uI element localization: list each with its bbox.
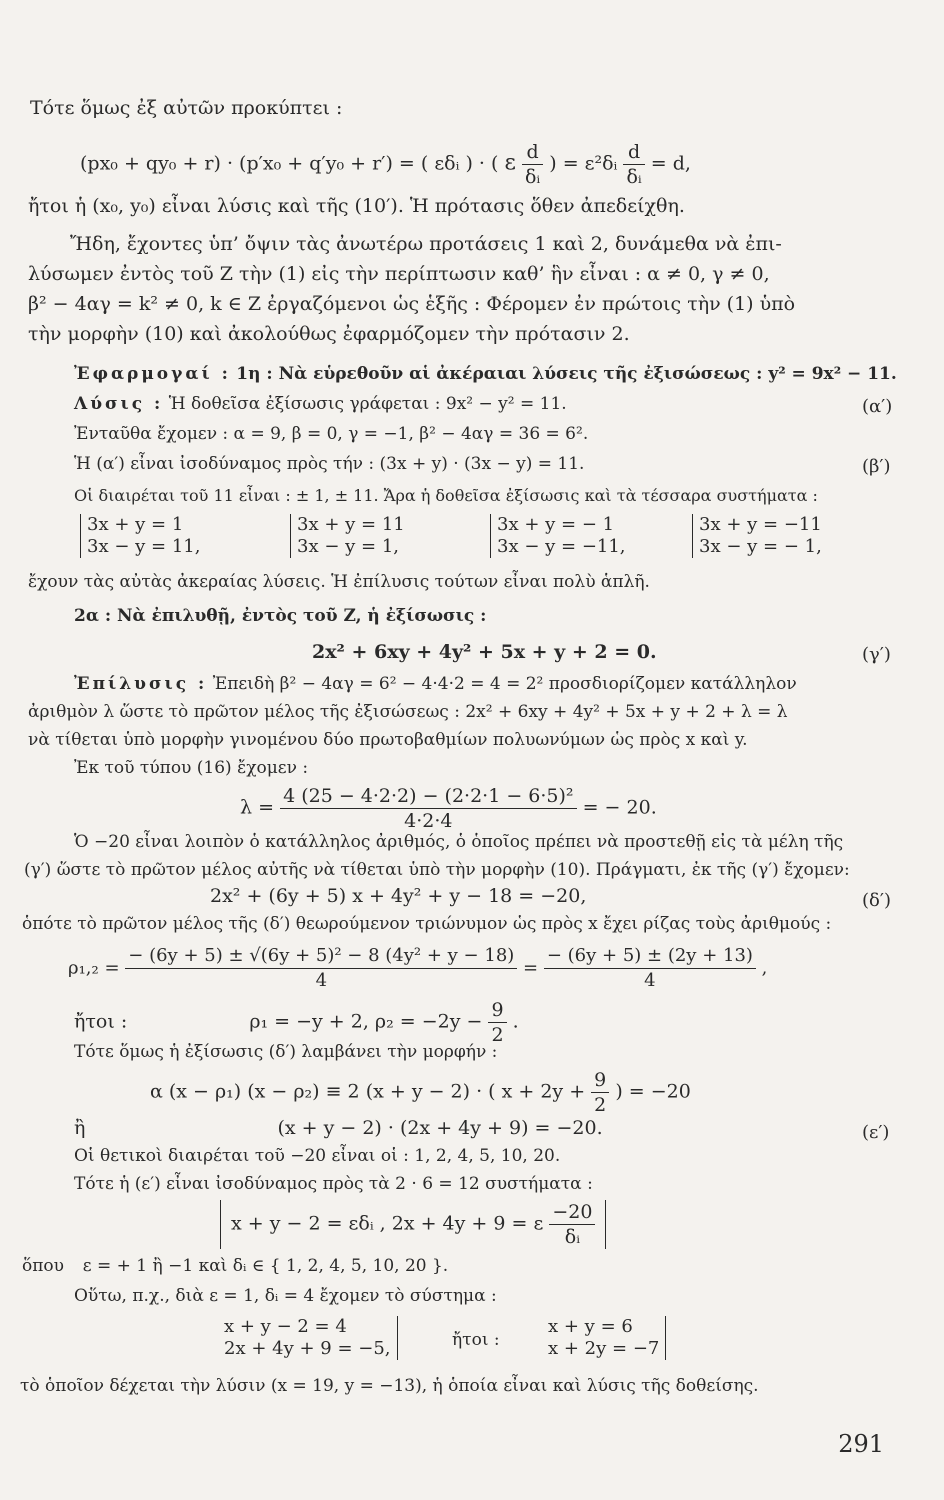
fraction: $\frac{- (6y + 5) \pm (2y + 13)}{4}$: [544, 944, 756, 993]
system: 3x + y = 11 3x − y = 1,: [290, 514, 405, 558]
text-line: Ἐπίλυσις : Ἐπειδὴ β² − 4αγ = 6² − 4·4·2 = 4 = 2² προσδιορίζομεν κατάλληλον: [74, 674, 797, 694]
text-line: ὅπου ε = + 1 ἢ −1 καὶ δᵢ ∈ { 1, 2, 4, 5, 10, 20 }.: [22, 1256, 449, 1276]
equation-line: ρ₁,₂ = $\frac{\text{− (6y + 5) ± √(6y + 5)² − 8 (4y² + y − 18)}}{4}$ = $\frac{- (6y + 5) \pm (2y + 13)}{4}$ ,: [68, 945, 768, 991]
fraction: $\frac{9}{2}$: [591, 1068, 609, 1117]
system: 3x + y = − 1 3x − y = −11,: [490, 514, 626, 558]
equation-number: (ε′): [862, 1122, 890, 1143]
equation-line: ἢ (x + y − 2) · (2x + 4y + 9) = −20.: [74, 1117, 603, 1139]
equation-number: (δ′): [862, 890, 891, 911]
equation-line: 2x² + (6y + 5) x + 4y² + y − 18 = −20,: [210, 885, 587, 907]
equation-line: (px₀ + qy₀ + r) · (p′x₀ + q′y₀ + r′) = ( εδᵢ ) · ( ε $\frac{d}{\text{δᵢ}}$ ) = ε²δᵢ $\frac{d}{\text{δᵢ}}$ = d,: [80, 141, 691, 188]
text-line: Τότε ὅμως ἡ ἐξίσωσις (δ′) λαμβάνει τὴν μορφήν :: [74, 1042, 498, 1062]
text-line: Οἱ διαιρέται τοῦ 11 εἶναι : ± 1, ± 11. Ἄρα ἡ δοθεῖσα ἐξίσωσις καὶ τὰ τέσσαρα συστήματα :: [74, 486, 818, 505]
text-line: Λύσις : Ἡ δοθεῖσα ἐξίσωσις γράφεται : 9x² − y² = 11.: [74, 394, 567, 414]
text-line: β² − 4αγ = k² ≠ 0, k ∈ Z ἐργαζόμενοι ὡς ἑξῆς : Φέρομεν ἐν πρώτοις τὴν (1) ὑπὸ: [28, 293, 796, 315]
text-line: (γ′) ὥστε τὸ πρῶτον μέλος αὐτῆς νὰ τίθεται ὑπὸ τὴν μορφὴν (10). Πράγματι, ἐκ τῆς (γ′) ἔχομεν:: [24, 860, 850, 880]
equation-line: α (x − ρ₁) (x − ρ₂) ≡ 2 (x + y − 2) · ( x + 2y + $\frac{9}{2}$ ) = −20: [150, 1069, 691, 1116]
system: x + y − 2 = 4 2x + 4y + 9 = −5,: [224, 1316, 398, 1360]
text-line: Ἐκ τοῦ τύπου (16) ἔχομεν :: [74, 758, 309, 778]
text-line: ἔχουν τὰς αὐτὰς ἀκεραίας λύσεις. Ἡ ἐπίλυσις τούτων εἶναι πολὺ ἁπλῆ.: [28, 572, 650, 592]
equation-line: λ = $\frac{\text{4 (25 − 4·2·2) − (2·2·1 − 6·5)²}}{4\cdot 2\cdot 4}$ = − 20.: [240, 785, 657, 832]
text-line: τὸ ὁποῖον δέχεται τὴν λύσιν (x = 19, y = −13), ἡ ὁποία εἶναι καὶ λύσις τῆς δοθείσης.: [20, 1376, 759, 1396]
text-line: ἤτοι :: [452, 1330, 500, 1350]
text-line: ἀριθμὸν λ ὥστε τὸ πρῶτον μέλος τῆς ἐξισώσεως : 2x² + 6xy + 4y² + 5x + y + 2 + λ = λ: [28, 702, 788, 722]
equation-set: x + y − 2 = εδᵢ , 2x + 4y + 9 = ε $\frac{-20}{\text{δᵢ}}$: [220, 1200, 606, 1249]
text-line: Τότε ἡ (ε′) εἶναι ἰσοδύναμος πρὸς τὰ 2 · 6 = 12 συστήματα :: [74, 1174, 593, 1194]
equation-number: (β′): [862, 456, 891, 477]
text-line: Οὕτω, π.χ., διὰ ε = 1, δᵢ = 4 ἔχομεν τὸ σύστημα :: [74, 1286, 497, 1306]
text-line: ἤτοι ἡ (x₀, y₀) εἶναι λύσις καὶ τῆς (10′). Ἡ πρότασις ὅθεν ἀπεδείχθη.: [28, 195, 685, 217]
section-heading: 2α : Νὰ ἐπιλυθῇ, ἐντὸς τοῦ Z, ἡ ἐξίσωσις :: [74, 606, 487, 626]
text-line: Ἐνταῦθα ἔχομεν : α = 9, β = 0, γ = −1, β² − 4αγ = 36 = 6².: [74, 424, 589, 444]
system: 3x + y = −11 3x − y = − 1,: [692, 514, 822, 558]
section-heading: Ἐφαρμογαί : 1η : Νὰ εὑρεθοῦν αἱ ἀκέραιαι λύσεις τῆς ἐξισώσεως : y² = 9x² − 11.: [74, 364, 897, 384]
text-line: Ὁ −20 εἶναι λοιπὸν ὁ κατάλληλος ἀριθμός, ὁ ὁποῖος πρέπει νὰ προστεθῇ εἰς τὰ μέλη τῆς: [74, 832, 844, 852]
text-line: Τότε ὅμως ἐξ αὐτῶν προκύπτει :: [30, 97, 343, 119]
system: x + y = 6 x + 2y = −7: [548, 1316, 666, 1360]
text-line: λύσωμεν ἐντὸς τοῦ Z τὴν (1) εἰς τὴν περίπτωσιν καθ’ ἣν εἶναι : α ≠ 0, γ ≠ 0,: [28, 263, 770, 285]
system: 3x + y = 1 3x − y = 11,: [80, 514, 200, 558]
fraction: $\frac{d}{\text{δᵢ}}$: [623, 140, 644, 189]
text-line: Ἤδη, ἔχοντες ὑπ’ ὄψιν τὰς ἀνωτέρω προτάσεις 1 καὶ 2, δυνάμεθα νὰ ἐπι-: [70, 233, 782, 255]
text-line: νὰ τίθεται ὑπὸ μορφὴν γινομένου δύο πρωτοβαθμίων πολυωνύμων ὡς πρὸς x καὶ y.: [28, 730, 748, 750]
text-line: Οἱ θετικοὶ διαιρέται τοῦ −20 εἶναι οἱ : 1, 2, 4, 5, 10, 20.: [74, 1146, 561, 1166]
fraction: $\frac{d}{\text{δᵢ}}$: [522, 140, 543, 189]
equation-line: ἤτοι : ρ₁ = −y + 2, ρ₂ = −2y − $\frac{9}{2}$ .: [74, 999, 519, 1046]
fraction: $\frac{\text{− (6y + 5) ± √(6y + 5)² − 8 (4y² + y − 18)}}{4}$: [125, 944, 517, 993]
page-number: 291: [838, 1430, 884, 1458]
fraction: $\frac{\text{4 (25 − 4·2·2) − (2·2·1 − 6·5)²}}{4\cdot 2\cdot 4}$: [280, 784, 576, 833]
fraction: $\frac{9}{2}$: [488, 998, 506, 1047]
equation-number: (γ′): [862, 644, 891, 665]
equation-line: 2x² + 6xy + 4y² + 5x + y + 2 = 0.: [312, 641, 657, 663]
fraction: $\frac{-20}{\text{δᵢ}}$: [549, 1200, 595, 1249]
text-line: ὁπότε τὸ πρῶτον μέλος τῆς (δ′) θεωρούμενον τριώνυμον ὡς πρὸς x ἔχει ρίζας τοὺς ἀριθμούς :: [22, 914, 832, 934]
text-line: Ἡ (α′) εἶναι ἰσοδύναμος πρὸς τήν : (3x + y) · (3x − y) = 11.: [74, 454, 585, 474]
text-line: τὴν μορφὴν (10) καὶ ἀκολούθως ἐφαρμόζομεν τὴν πρότασιν 2.: [28, 323, 630, 345]
equation-number: (α′): [862, 396, 893, 417]
